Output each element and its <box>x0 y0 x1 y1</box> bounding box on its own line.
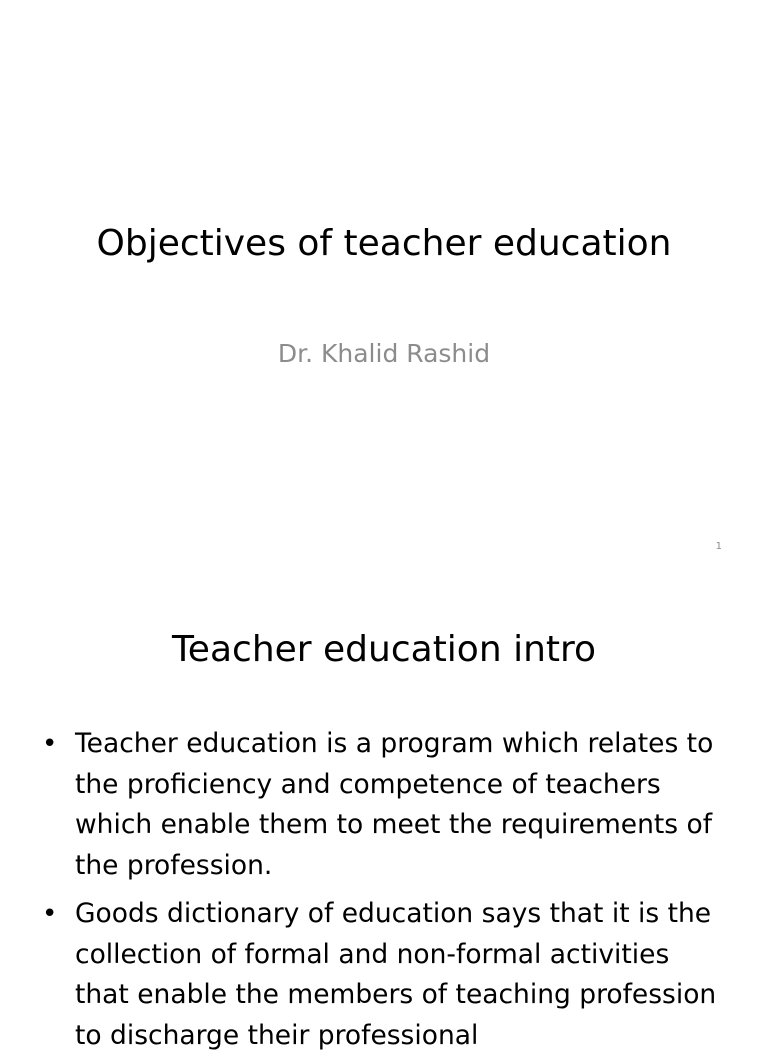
bullet-text: Goods dictionary of education says that it is the collection of formal and non-formal activities that enable the members of teaching profession to discharge their professional <box>75 898 717 1051</box>
slide-1-subtitle: Dr. Khalid Rashid <box>277 339 491 368</box>
bullet-item <box>0 724 768 886</box>
bullet-text: Teacher education is a program which relates to the proficiency and competence of teachers which enable them to meet the requirements of the profession. <box>75 728 714 881</box>
bullet-icon: • <box>42 899 58 929</box>
bullet-icon: • <box>42 729 58 759</box>
slide-2 <box>0 576 768 1051</box>
bullet-list <box>0 724 768 1064</box>
slide-number: 1 <box>715 541 722 552</box>
slide-1-title: Objectives of teacher education <box>96 223 672 264</box>
bullet-item <box>0 894 768 1056</box>
slide-2-title: Teacher education intro <box>171 629 597 670</box>
